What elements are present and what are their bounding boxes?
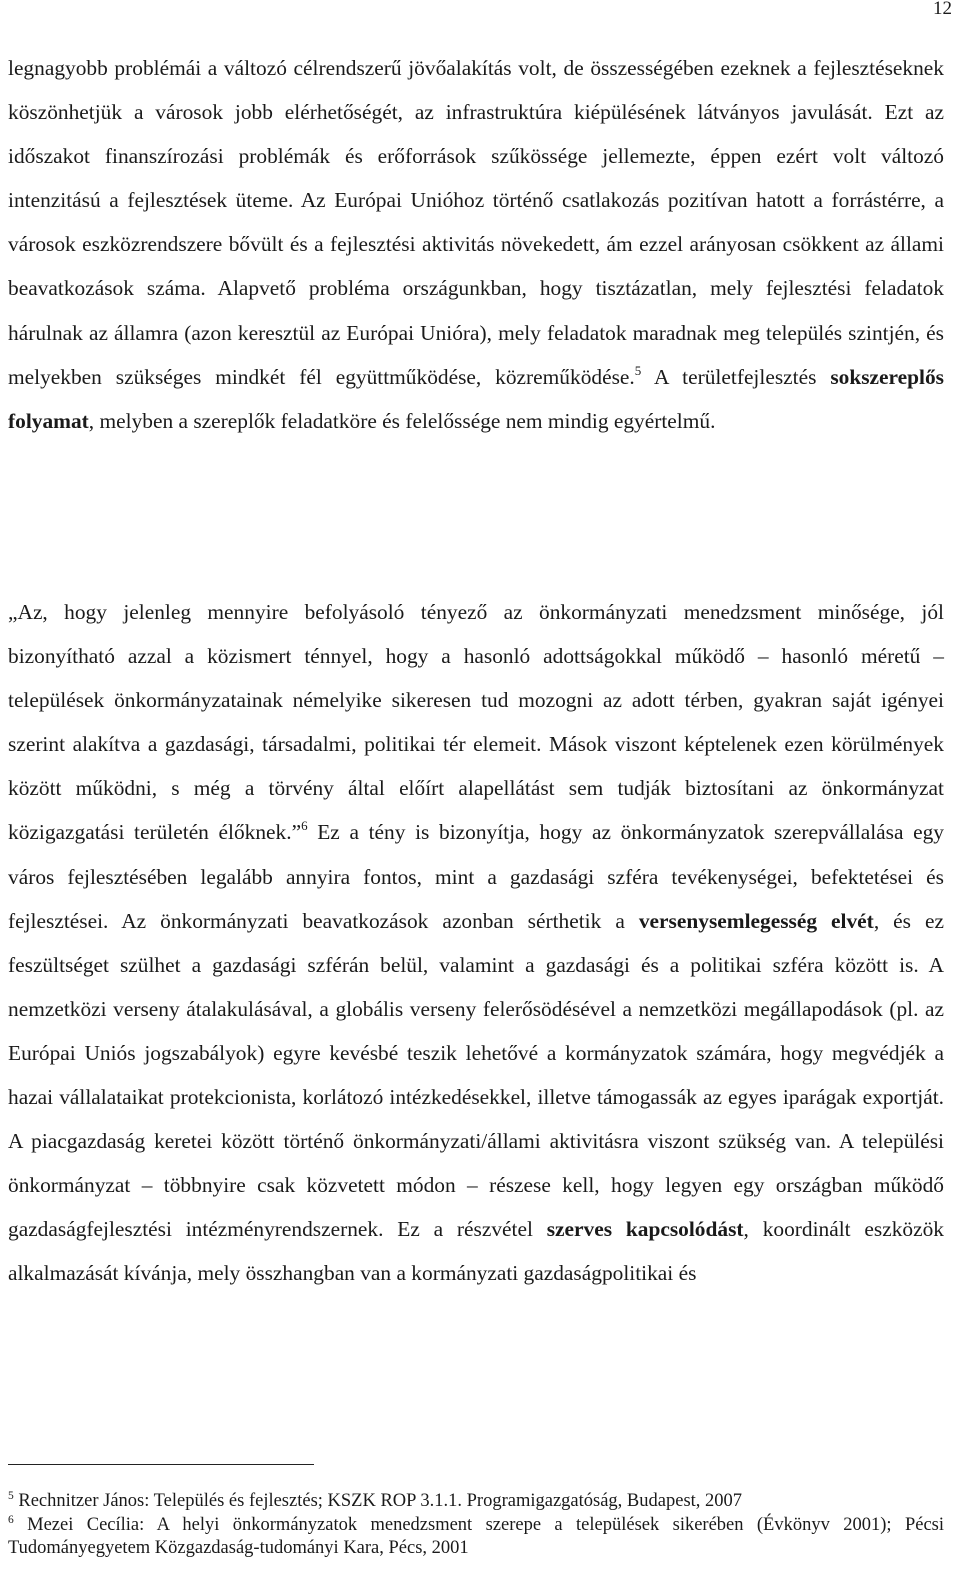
bold-term: szerves kapcsolódást <box>546 1217 744 1242</box>
paragraph-text: legnagyobb problémái a változó célrendszerű jövőalakítás volt, de összességében ezeknek a fejlesztéseknek köszönhetjük a városok jobb elérhetőségét, az infrastruktúra kiépülésének látványos javulását. Ezt az időszakot finanszírozási problémák és erőforrások szűkössége jellemezte, éppen ezért volt változó intenzitású a fejlesztések üteme. Az Európai Unióhoz történő csatlakozás pozitívan hatott a forrástérre, a városok eszközrendszere bővült és a fejlesztési aktivitás növekedett, ám ezzel arányosan csökkent az állami beavatkozások száma. Alapvető probléma országunkban, hogy tisztázatlan, mely fejlesztési feladatok hárulnak az államra (azon keresztül az Európai Unióra), mely feladatok maradnak meg település szintjén, és melyekben szükséges mindkét fél együttműködése, közreműködése. <box>8 56 944 389</box>
bold-term: sokszereplős folyamat <box>8 364 945 433</box>
paragraph-text: , koordinált eszközök alkalmazását kívánja, mely összhangban van a kormányzati gazdaságpolitikai és <box>8 1217 944 1286</box>
body-paragraph-2 <box>8 590 944 1296</box>
footnote-6 <box>8 1514 944 1561</box>
footnote-number: 5 <box>8 1490 14 1502</box>
footnotes <box>8 1490 944 1561</box>
footnote-number: 6 <box>8 1513 14 1526</box>
quoted-text: „Az, hogy jelenleg mennyire befolyásoló tényező az önkormányzati menedzsment minősége, jól bizonyítható azzal a közismert ténnyel, hogy a hasonló adottságokkal működő – hasonló méretű – települések önkormányzatainak némelyike sikeresen tud mozogni az adott térben, gyakran saját igényei szerint alakítva a gazdasági, társadalmi, politikai tér elemeit. Mások viszont képtelenek ezen körülmények között működni, s még a törvény által előírt alapellátást sem tudják biztosítani az önkormányzat közigazgatási területén élőknek.” <box>8 600 944 845</box>
paragraph-text: , és ez feszültséget szülhet a gazdasági szférán belül, valamint a gazdasági és a politikai szféra között is. A nemzetközi verseny átalakulásával, a globális verseny felerősödésével a nemzetközi megállapodások (pl. az Európai Uniós jogszabályok) egyre kevésbé teszik lehetővé a kormányzatok számára, hogy megvédjék a hazai vállalataikat protekcionista, korlátozó intézkedésekkel, illetve támogassák az egyes iparágak exportját. A piacgazdaság keretei között történő önkormányzati/állami aktivitásra viszont szükség van. A települési önkormányzat – többnyire csak közvetett módon – részese kell, hogy legyen egy országban működő gazdaságfejlesztési intézményrendszernek. Ez a részvétel <box>8 908 944 1242</box>
footnote-5 <box>8 1490 944 1514</box>
footnote-separator <box>8 1464 314 1465</box>
footnote-reference-6: 6 <box>301 818 308 834</box>
body-paragraph-1 <box>8 46 944 443</box>
paragraph-text: A területfejlesztés <box>641 364 831 389</box>
footnote-text: Rechnitzer János: Település és fejlesztés; KSZK ROP 3.1.1. Programigazgatóság, Budapest, 2007 <box>13 1491 743 1511</box>
bold-term: versenysemlegesség elvét <box>638 908 874 933</box>
footnote-text: Mezei Cecília: A helyi önkormányzatok menedzsment szerepe a települések sikerében (Évkönyv 2001); Pécsi Tudományegyetem Közgazdaság-tudományi Kara, Pécs, 2001 <box>8 1514 944 1558</box>
page-number: 12 <box>933 0 952 19</box>
paragraph-text: , melyben a szereplők feladatköre és felelőssége nem mindig egyértelmű. <box>88 408 716 433</box>
paragraph-text: Ez a tény is bizonyítja, hogy az önkormányzatok szerepvállalása egy város fejlesztésében legalább annyira fontos, mint a gazdasági szféra tevékenységei, befektetései és fejlesztései. Az önkormányzati beavatkozások azonban sérthetik a <box>8 820 944 933</box>
footnote-reference-5: 5 <box>634 362 642 378</box>
